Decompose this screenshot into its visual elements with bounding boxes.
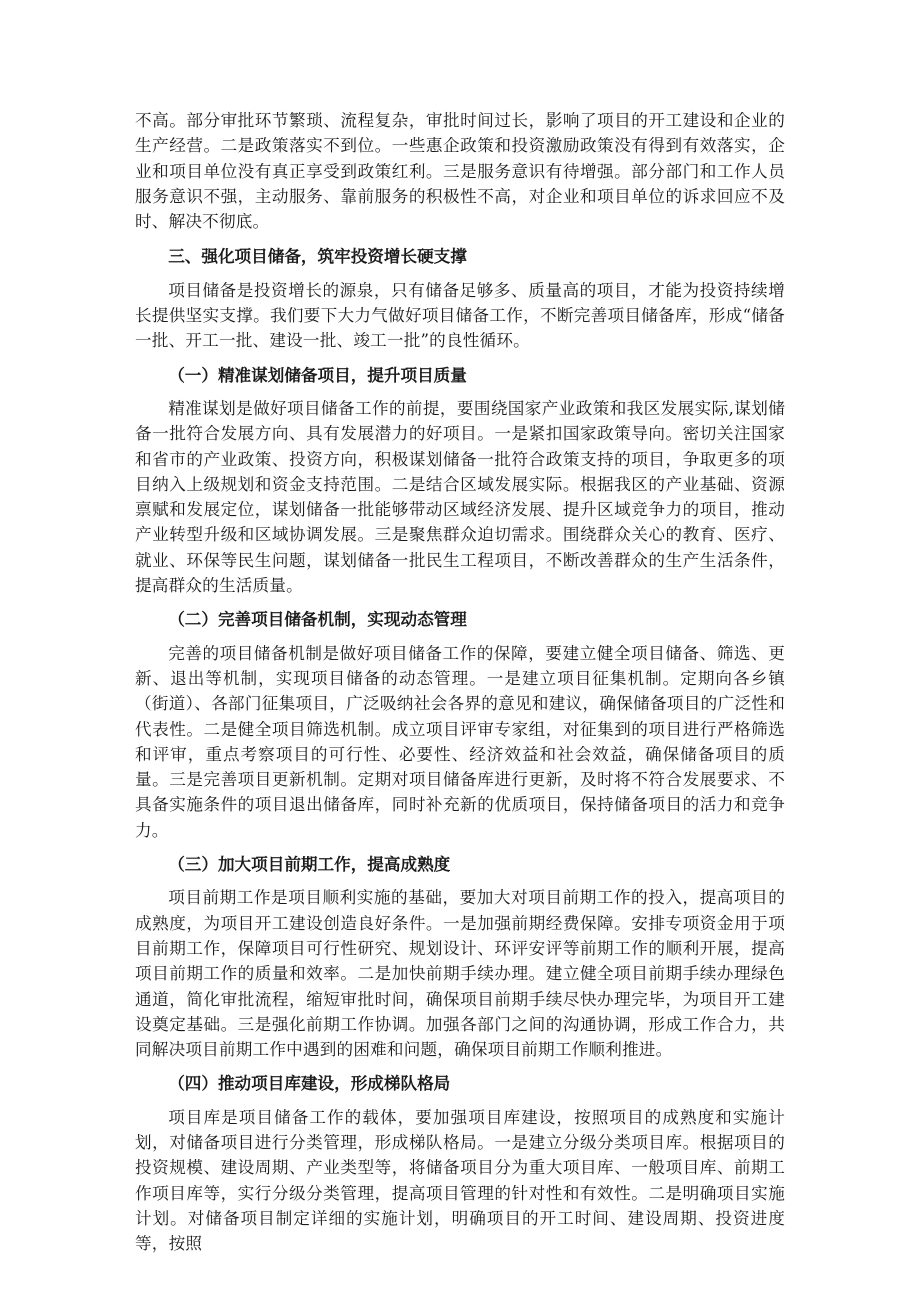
subsection-1-heading: （一）精准谋划储备项目，提升项目质量	[168, 365, 467, 385]
subsection-1-body: 精准谋划是做好项目储备工作的前提，要围绕国家产业政策和我区发展实际,谋划储备一批符合发展方向、具有发展潜力的好项目。一是紧扣国家政策导向。密切关注国家和省市的产业政策、投资方向，积极谋划储备一批符合政策支持的项目，争取更多的项目纳入上级规划和资金支持范围。二是结合区域发展实际。根据我区的产业基础、资源禀赋和发展定位，谋划储备一批能够带动区域经济发展、提升区域竞争力的项目，推动产业转型升级和区域协调发展。三是聚焦群众迫切需求。围绕群众关心的教育、医疗、就业、环保等民生问题，谋划储备一批民生工程项目，不断改善群众的生产生活条件，提高群众的生活质量。	[135, 398, 785, 596]
subsection-4-heading: （四）推动项目库建设，形成梯队格局	[168, 1074, 451, 1094]
subsection-3-body: 项目前期工作是项目顺利实施的基础，要加大对项目前期工作的投入，提高项目的成熟度，为项目开工建设创造良好条件。一是加强前期经费保障。安排专项资金用于项目前期工作，保障项目可行性研究、规划设计、环评安评等前期工作的顺利开展，提高项目前期工作的质量和效率。二是加快前期手续办理。建立健全项目前期手续办理绿色通道，简化审批流程，缩短审批时间，确保项目前期手续尽快办理完毕，为项目开工建设奠定基础。三是强化前期工作协调。加强各部门之间的沟通协调，形成工作合力，共同解决项目前期工作中遇到的困难和问题，确保项目前期工作顺利推进。	[135, 888, 785, 1060]
section-3-intro: 项目储备是投资增长的源泉，只有储备足够多、质量高的项目，才能为投资持续增长提供坚实支撑。我们要下大力气做好项目储备工作，不断完善项目储备库，形成“储备一批、开工一批、建设一批、竣工一批”的良性循环。	[135, 280, 785, 351]
opening-paragraph: 不高。部分审批环节繁琐、流程复杂，审批时间过长，影响了项目的开工建设和企业的生产经营。二是政策落实不到位。一些惠企政策和投资激励政策没有得到有效落实，企业和项目单位没有真正享受到政策红利。三是服务意识有待增强。部分部门和工作人员服务意识不强，主动服务、靠前服务的积极性不高，对企业和项目单位的诉求回应不及时、解决不彻底。	[135, 111, 785, 232]
subsection-4-body: 项目库是项目储备工作的载体，要加强项目库建设，按照项目的成熟度和实施计划，对储备项目进行分类管理，形成梯队格局。一是建立分级分类项目库。根据项目的投资规模、建设周期、产业类型等，将储备项目分为重大项目库、一般项目库、前期工作项目库等，实行分级分类管理，提高项目管理的针对性和有效性。二是明确项目实施计划。对储备项目制定详细的实施计划，明确项目的开工时间、建设周期、投资进度等，按照	[135, 1107, 785, 1254]
subsection-2-body: 完善的项目储备机制是做好项目储备工作的保障，要建立健全项目储备、筛选、更新、退出等机制，实现项目储备的动态管理。一是建立项目征集机制。定期向各乡镇（街道）、各部门征集项目，广泛吸纳社会各界的意见和建议，确保储备项目的广泛性和代表性。二是健全项目筛选机制。成立项目评审专家组，对征集到的项目进行严格筛选和评审，重点考察项目的可行性、必要性、经济效益和社会效益，确保储备项目的质量。三是完善项目更新机制。定期对项目储备库进行更新，及时将不符合发展要求、不具备实施条件的项目退出储备库，同时补充新的优质项目，保持储备项目的活力和竞争力。	[135, 643, 785, 840]
subsection-2-heading: （二）完善项目储备机制，实现动态管理	[168, 610, 467, 630]
section-3-heading: 三、强化项目储备，筑牢投资增长硬支撑	[168, 247, 467, 267]
document-page	[135, 108, 785, 1256]
subsection-3-heading: （三）加大项目前期工作，提高成熟度	[168, 855, 451, 875]
